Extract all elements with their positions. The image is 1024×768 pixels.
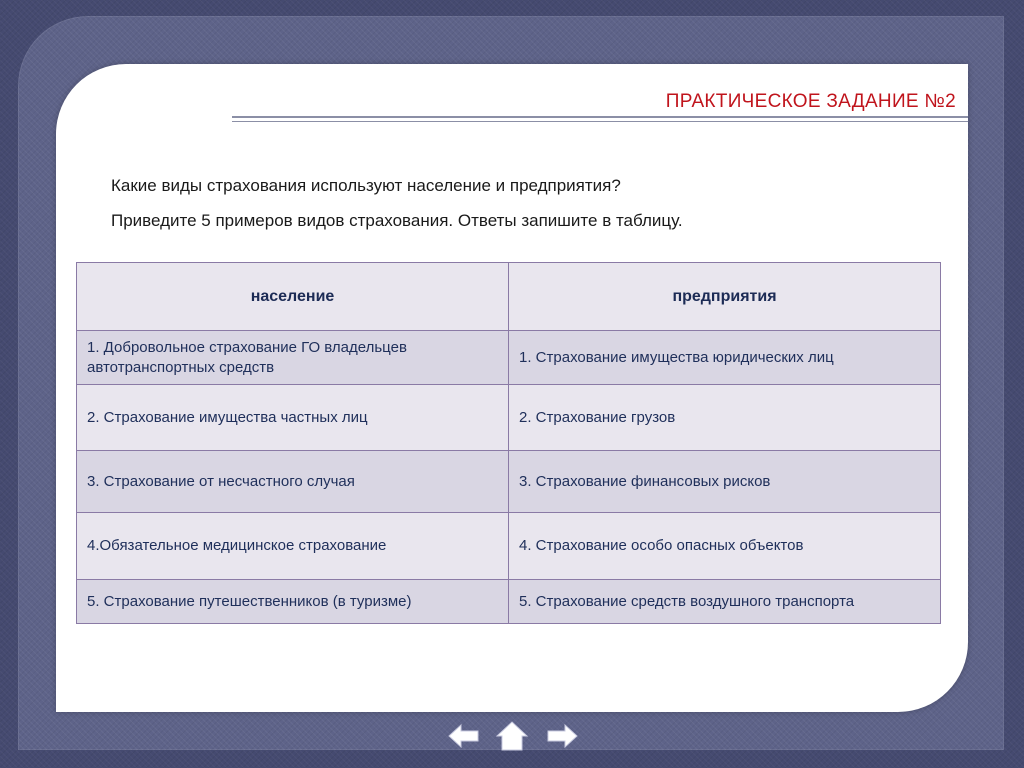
table-cell: 5. Страхование путешественников (в туризме) [77, 580, 509, 624]
table-cell: 4. Страхование особо опасных объектов [509, 513, 941, 580]
table-cell: 3. Страхование финансовых рисков [509, 451, 941, 513]
home-icon [494, 718, 530, 754]
table-cell: 3. Страхование от несчастного случая [77, 451, 509, 513]
arrow-left-icon [446, 718, 482, 754]
table-cell: 2. Страхование грузов [509, 385, 941, 451]
question-text-1: Какие виды страхования используют население и предприятия? [111, 176, 621, 195]
arrow-right-icon [544, 718, 580, 754]
title-divider [232, 116, 968, 122]
table-row [77, 385, 941, 451]
table-cell: 4.Обязательное медицинское страхование [77, 513, 509, 580]
table-cell: 1. Добровольное страхование ГО владельцев автотранспортных средств [77, 331, 509, 385]
insurance-table [76, 262, 941, 624]
table-cell: 2. Страхование имущества частных лиц [77, 385, 509, 451]
table-row [77, 513, 941, 580]
page-title: ПРАКТИЧЕСКОЕ ЗАДАНИЕ №2 [665, 91, 956, 112]
table-header-row [77, 263, 941, 331]
home-button[interactable] [494, 718, 530, 754]
table-row [77, 451, 941, 513]
prev-slide-button[interactable] [446, 718, 482, 754]
table-row [77, 580, 941, 624]
table-cell: 1. Страхование имущества юридических лиц [509, 331, 941, 385]
next-slide-button[interactable] [544, 718, 580, 754]
table-row [77, 331, 941, 385]
table-cell: 5. Страхование средств воздушного транспорта [509, 580, 941, 624]
header-enterprises: предприятия [509, 263, 941, 331]
question-text-2: Приведите 5 примеров видов страхования. Ответы запишите в таблицу. [111, 211, 683, 230]
header-population: население [77, 263, 509, 331]
